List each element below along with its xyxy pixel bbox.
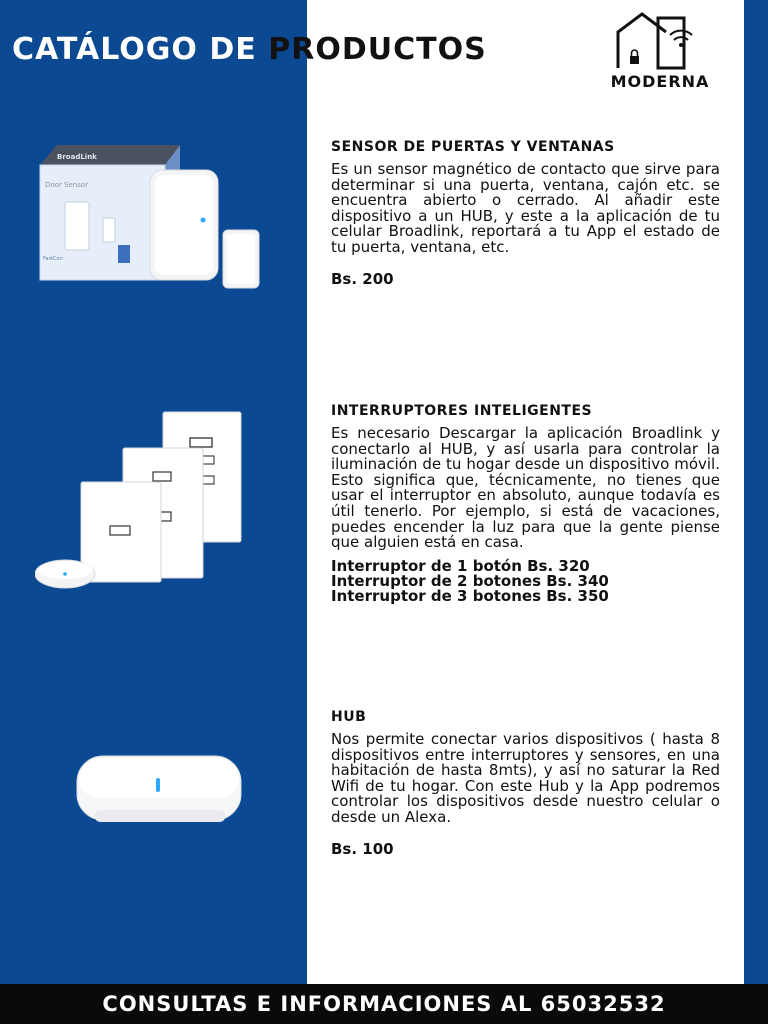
contact-footer: CONSULTAS E INFORMACIONES AL 65032532 — [0, 984, 768, 1024]
door-sensor-image — [35, 140, 275, 290]
product-title: INTERRUPTORES INTELIGENTES — [331, 403, 593, 419]
price-item: Interruptor de 1 botón Bs. 320 — [331, 556, 590, 575]
logo-text: MODERNA — [610, 72, 710, 91]
page-title — [12, 30, 487, 70]
price-item: Interruptor de 3 botones Bs. 350 — [331, 586, 609, 605]
product-title: SENSOR DE PUERTAS Y VENTANAS — [331, 139, 615, 155]
price-list — [331, 556, 720, 605]
title-part-1: CATÁLOGO DE — [12, 32, 257, 67]
title-part-2: PRODUCTOS — [268, 32, 487, 67]
house-wifi-icon — [590, 10, 730, 72]
product-smart-switches — [331, 402, 720, 604]
product-price: Bs. 100 — [331, 839, 394, 858]
product-description: Nos permite conectar varios dispositivos ( hasta 8 dispositivos entre interruptores y sensores, en una habitación de hasta 8mts), y así no saturar la Red Wifi de tu hogar. Con este Hub y la App podremos controlar los dispositivos desde nuestro celular o desde un Alexa. — [331, 730, 720, 826]
box-tag-label: FastCon — [43, 256, 63, 262]
product-hub — [331, 708, 720, 858]
price-item: Interruptor de 2 botones Bs. 340 — [331, 571, 609, 590]
box-brand-label: BroadLink — [57, 153, 97, 161]
product-title: HUB — [331, 709, 367, 725]
product-description: Es necesario Descargar la aplicación Broadlink y conectarlo al HUB, y así usarla para controlar la iluminación de tu hogar desde un dispositivo móvil. Esto significa que, técnicamente, no tienes que usar el interruptor en absoluto, aunque todavía es útil tenerlo. Por ejemplo, si está de vacaciones, puedes encender la luz para que la gente piense que alguien está en casa. — [331, 424, 720, 552]
box-product-label: Door Sensor — [45, 181, 89, 189]
hub-image — [75, 750, 245, 830]
moderna-logo — [590, 10, 730, 95]
smart-switches-image — [35, 410, 250, 595]
product-door-sensor — [331, 138, 720, 288]
product-description: Es un sensor magnético de contacto que sirve para determinar si una puerta, ventana, cajón etc. se encuentra abierto o cerrado. Al añadir este dispositivo a un HUB, y este a la aplicación de tu celular Broadlink, reportará a tu App el estado de tu puerta, ventana, etc. — [331, 160, 720, 256]
product-price: Bs. 200 — [331, 269, 394, 288]
